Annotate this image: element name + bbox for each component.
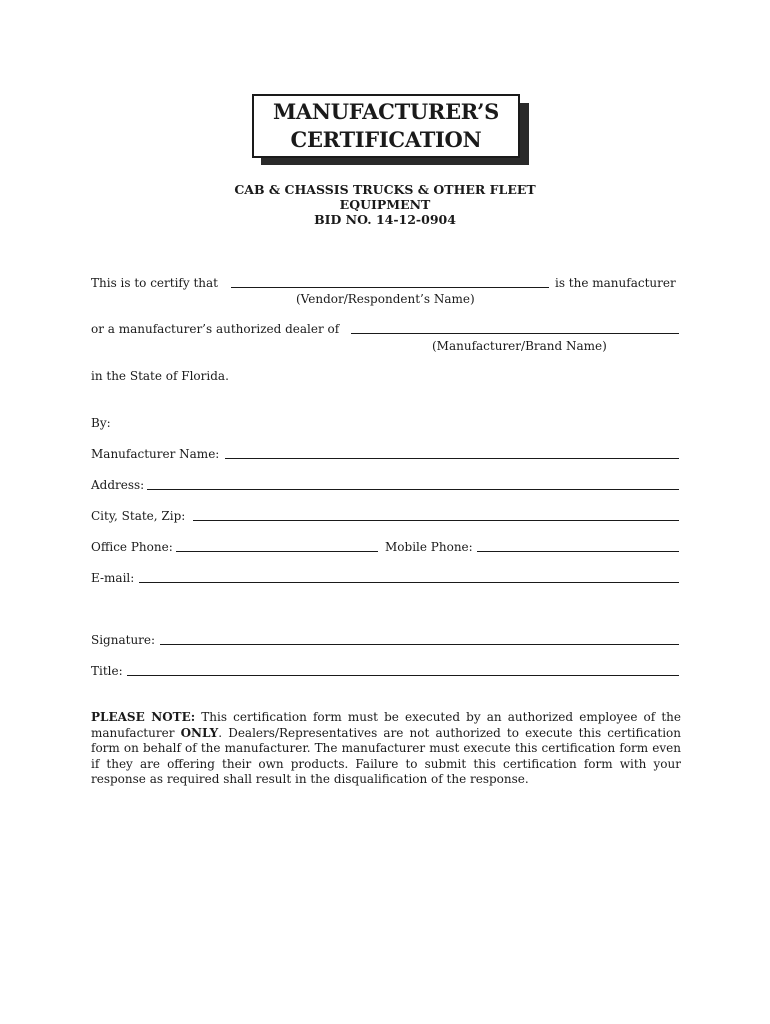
brand-name-caption: (Manufacturer/Brand Name) <box>432 339 607 353</box>
dealer-prefix: or a manufacturer’s authorized dealer of <box>91 322 340 336</box>
city-state-zip-label: City, State, Zip: <box>91 509 186 523</box>
title-label: Title: <box>91 664 123 678</box>
signature-label: Signature: <box>91 633 156 647</box>
note-emphasis: ONLY <box>180 725 219 740</box>
email-label: E-mail: <box>91 571 135 585</box>
vendor-name-caption: (Vendor/Respondent’s Name) <box>296 292 475 306</box>
certify-suffix: is the manufacturer <box>555 276 676 290</box>
address-label: Address: <box>91 478 145 492</box>
signature-field[interactable] <box>160 644 679 645</box>
state-text: in the State of Florida. <box>91 369 229 383</box>
address-field[interactable] <box>147 489 679 490</box>
mobile-phone-label: Mobile Phone: <box>385 540 473 554</box>
title-box <box>252 94 522 158</box>
please-note-paragraph <box>91 710 681 788</box>
please-note-label: PLEASE NOTE: <box>91 710 196 724</box>
note-text-1: This certification form must be executed by an authorized employee of the manufacturer <box>91 710 681 740</box>
city-state-zip-field[interactable] <box>193 520 679 521</box>
vendor-name-field[interactable] <box>231 287 549 288</box>
document-title <box>252 94 520 158</box>
office-phone-label: Office Phone: <box>91 540 173 554</box>
note-text-2: . Dealers/Representatives are not authorized to execute this certification form on behalf of the manufacturer. The manufacturer must execute this certification form even if they are offering their own products. Failure to submit this certification form with your response as required shall result in the disqualification of the response. <box>91 725 681 787</box>
subtitle-line-2: EQUIPMENT <box>339 197 431 212</box>
certify-prefix: This is to certify that <box>91 276 218 290</box>
title-line-1: MANUFACTURER’S <box>272 99 500 124</box>
office-phone-field[interactable] <box>176 551 378 552</box>
bid-number: BID NO. 14-12-0904 <box>314 212 456 227</box>
manufacturer-name-field[interactable] <box>225 458 679 459</box>
by-label: By: <box>91 416 111 430</box>
manufacturer-name-label: Manufacturer Name: <box>91 447 220 461</box>
title-line-2: CERTIFICATION <box>290 127 482 152</box>
brand-name-field[interactable] <box>351 333 679 334</box>
mobile-phone-field[interactable] <box>477 551 679 552</box>
email-field[interactable] <box>139 582 679 583</box>
title-field[interactable] <box>127 675 679 676</box>
subtitle-line-1: CAB & CHASSIS TRUCKS & OTHER FLEET <box>234 182 536 197</box>
